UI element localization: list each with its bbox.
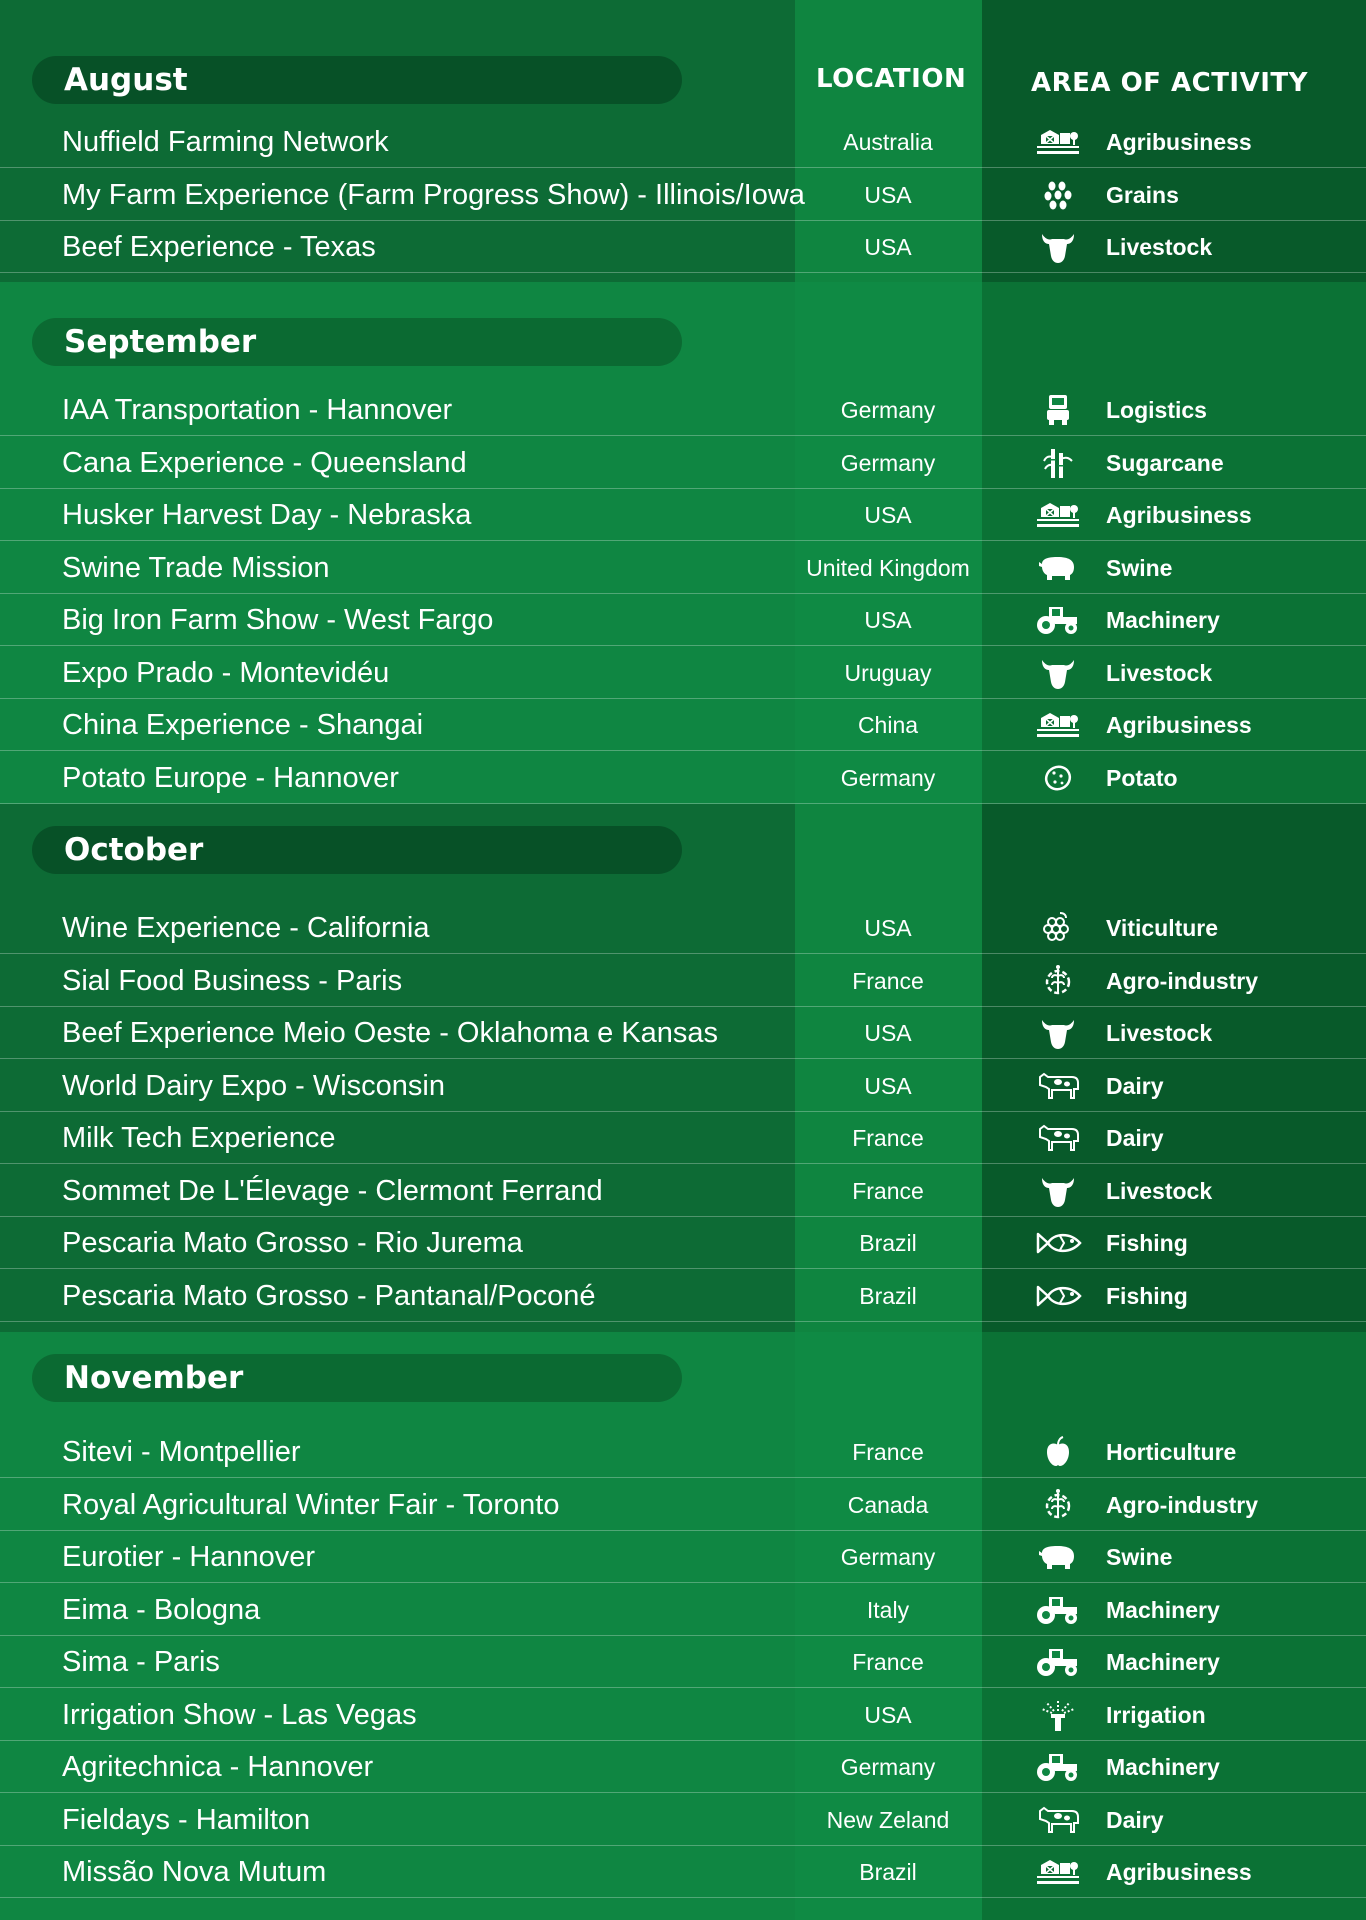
area-of-activity: Machinery	[1106, 1754, 1220, 1780]
area-of-activity: Swine	[1106, 554, 1173, 581]
event-location: USA	[864, 1072, 912, 1099]
event-name: Big Iron Farm Show - West Fargo	[62, 604, 494, 636]
event-location: United Kingdom	[806, 554, 970, 581]
row-divider	[0, 272, 1366, 273]
event-name: Potato Europe - Hannover	[62, 761, 399, 794]
event-location: France	[852, 1439, 924, 1465]
area-of-activity: Potato	[1106, 764, 1178, 791]
area-of-activity: Viticulture	[1106, 915, 1219, 941]
event-location: New Zeland	[826, 1806, 950, 1833]
event-location: Italy	[866, 1596, 910, 1623]
month-header: October	[32, 826, 682, 874]
viticulture-icon	[1034, 912, 1082, 944]
table-row	[0, 1217, 1366, 1269]
event-location: USA	[864, 915, 912, 941]
machinery-icon	[1034, 1594, 1082, 1626]
agribusiness-icon	[1034, 1856, 1082, 1888]
agribusiness-icon	[1034, 709, 1082, 741]
event-location: Germany	[840, 1544, 936, 1570]
table-row	[0, 1741, 1366, 1793]
table-row	[0, 384, 1366, 436]
table-row	[0, 594, 1366, 646]
area-of-activity: Logistics	[1106, 397, 1207, 423]
event-name: Milk Tech Experience	[62, 1122, 336, 1154]
event-location: Germany	[840, 397, 936, 423]
event-name: Pescaria Mato Grosso - Pantanal/Poconé	[62, 1279, 596, 1312]
agribusiness-icon	[1034, 499, 1082, 531]
area-of-activity: Agribusiness	[1106, 129, 1252, 155]
event-name: Irrigation Show - Las Vegas	[62, 1698, 417, 1731]
table-row	[0, 1846, 1366, 1898]
sugarcane-icon	[1034, 447, 1082, 479]
event-location: Brazil	[859, 1282, 917, 1309]
table-row	[0, 1165, 1366, 1217]
table-row	[0, 1007, 1366, 1059]
table-row	[0, 221, 1366, 273]
event-location: USA	[864, 234, 912, 260]
event-location: Germany	[840, 764, 936, 791]
table-row	[0, 437, 1366, 489]
month-header: November	[32, 1354, 682, 1402]
area-of-activity: Livestock	[1106, 659, 1213, 686]
area-of-activity: Machinery	[1106, 607, 1220, 633]
event-location: France	[852, 1177, 924, 1204]
irrigation-icon	[1034, 1699, 1082, 1731]
event-location: Brazil	[859, 1230, 917, 1256]
machinery-icon	[1034, 1751, 1082, 1783]
row-divider	[0, 1897, 1366, 1898]
event-location: Brazil	[859, 1859, 917, 1885]
area-of-activity: Fishing	[1106, 1230, 1188, 1256]
section-october	[0, 804, 1366, 1332]
event-name: Husker Harvest Day - Nebraska	[62, 499, 472, 531]
area-of-activity: Sugarcane	[1106, 449, 1224, 476]
area-of-activity: Machinery	[1106, 1596, 1220, 1623]
potato-icon	[1034, 762, 1082, 794]
event-location: USA	[864, 181, 912, 208]
section-september	[0, 282, 1366, 804]
event-name: My Farm Experience (Farm Progress Show) - Illinois/Iowa	[62, 178, 805, 211]
event-location: USA	[864, 1020, 912, 1046]
area-of-activity: Horticulture	[1106, 1439, 1237, 1465]
event-location: France	[852, 1649, 924, 1675]
livestock-icon	[1034, 1175, 1082, 1207]
event-name: Cana Experience - Queensland	[62, 446, 467, 479]
event-location: USA	[864, 1701, 912, 1728]
table-row	[0, 1270, 1366, 1322]
table-row	[0, 1636, 1366, 1688]
event-name: Wine Experience - California	[62, 912, 430, 944]
area-of-activity: Dairy	[1106, 1072, 1164, 1099]
event-name: Beef Experience Meio Oeste - Oklahoma e Kansas	[62, 1017, 719, 1049]
area-of-activity: Agribusiness	[1106, 1859, 1252, 1885]
event-name: Eurotier - Hannover	[62, 1541, 316, 1573]
area-of-activity: Agro-industry	[1106, 1491, 1259, 1518]
grains-icon	[1034, 179, 1082, 211]
area-of-activity: Grains	[1106, 181, 1179, 208]
area-of-activity: Dairy	[1106, 1125, 1164, 1151]
area-of-activity: Livestock	[1106, 1020, 1213, 1046]
table-row	[0, 647, 1366, 699]
event-name: World Dairy Expo - Wisconsin	[62, 1069, 446, 1102]
area-of-activity: Dairy	[1106, 1806, 1164, 1833]
swine-icon	[1034, 552, 1082, 584]
horticulture-icon	[1034, 1436, 1082, 1468]
area-of-activity: Fishing	[1106, 1282, 1188, 1309]
agro-industry-icon	[1034, 1489, 1082, 1521]
table-row	[0, 1689, 1366, 1741]
event-name: Expo Prado - Montevidéu	[62, 656, 390, 689]
area-header: AREA OF ACTIVITY	[1031, 68, 1308, 98]
event-name: Sima - Paris	[62, 1646, 220, 1678]
event-name: Pescaria Mato Grosso - Rio Jurema	[62, 1227, 523, 1259]
event-location: France	[852, 1125, 924, 1151]
row-divider	[0, 1321, 1366, 1322]
area-of-activity: Agribusiness	[1106, 502, 1252, 528]
dairy-icon	[1034, 1070, 1082, 1102]
area-of-activity: Agro-industry	[1106, 967, 1259, 994]
area-of-activity: Irrigation	[1106, 1701, 1206, 1728]
livestock-icon	[1034, 231, 1082, 263]
event-name: Royal Agricultural Winter Fair - Toronto	[62, 1488, 560, 1521]
table-row	[0, 1060, 1366, 1112]
event-location: France	[852, 967, 924, 994]
event-name: Nuffield Farming Network	[62, 126, 389, 158]
table-row	[0, 1112, 1366, 1164]
table-row	[0, 902, 1366, 954]
fishing-icon	[1034, 1227, 1082, 1259]
event-name: Agritechnica - Hannover	[62, 1751, 374, 1783]
fishing-icon	[1034, 1280, 1082, 1312]
event-name: Missão Nova Mutum	[62, 1856, 327, 1888]
table-row	[0, 1794, 1366, 1846]
agribusiness-icon	[1034, 126, 1082, 158]
event-name: Beef Experience - Texas	[62, 231, 376, 263]
area-of-activity: Agribusiness	[1106, 712, 1252, 738]
table-row	[0, 1479, 1366, 1531]
livestock-icon	[1034, 1017, 1082, 1049]
area-of-activity: Machinery	[1106, 1649, 1220, 1675]
location-header: LOCATION	[816, 64, 967, 94]
area-of-activity: Swine	[1106, 1544, 1173, 1570]
table-row	[0, 542, 1366, 594]
section-november	[0, 1332, 1366, 1920]
event-location: Australia	[843, 129, 933, 155]
event-location: Canada	[847, 1491, 929, 1518]
event-location: China	[857, 712, 919, 738]
area-of-activity: Livestock	[1106, 234, 1213, 260]
table-row	[0, 752, 1366, 804]
dairy-icon	[1034, 1122, 1082, 1154]
table-row	[0, 1531, 1366, 1583]
logistics-icon	[1034, 394, 1082, 426]
month-header: September	[32, 318, 682, 366]
event-name: Sommet De L'Élevage - Clermont Ferrand	[62, 1174, 603, 1207]
event-name: Fieldays - Hamilton	[62, 1803, 311, 1836]
machinery-icon	[1034, 604, 1082, 636]
table-row	[0, 1584, 1366, 1636]
agro-industry-icon	[1034, 965, 1082, 997]
table-row	[0, 955, 1366, 1007]
event-location: USA	[864, 502, 912, 528]
event-location: Germany	[840, 1754, 936, 1780]
machinery-icon	[1034, 1646, 1082, 1678]
event-location: USA	[864, 607, 912, 633]
table-row	[0, 489, 1366, 541]
month-header: August	[32, 56, 682, 104]
event-name: Sitevi - Montpellier	[62, 1436, 301, 1468]
event-name: China Experience - Shangai	[62, 709, 424, 741]
dairy-icon	[1034, 1804, 1082, 1836]
livestock-icon	[1034, 657, 1082, 689]
table-row	[0, 1426, 1366, 1478]
table-row	[0, 699, 1366, 751]
area-of-activity: Livestock	[1106, 1177, 1213, 1204]
table-row	[0, 169, 1366, 221]
event-location: Uruguay	[844, 659, 932, 686]
table-row	[0, 116, 1366, 168]
event-location: Germany	[840, 449, 936, 476]
event-name: Swine Trade Mission	[62, 551, 330, 584]
section-august	[0, 0, 1366, 282]
swine-icon	[1034, 1541, 1082, 1573]
event-name: Sial Food Business - Paris	[62, 964, 403, 997]
event-name: IAA Transportation - Hannover	[62, 394, 453, 426]
event-name: Eima - Bologna	[62, 1593, 261, 1626]
